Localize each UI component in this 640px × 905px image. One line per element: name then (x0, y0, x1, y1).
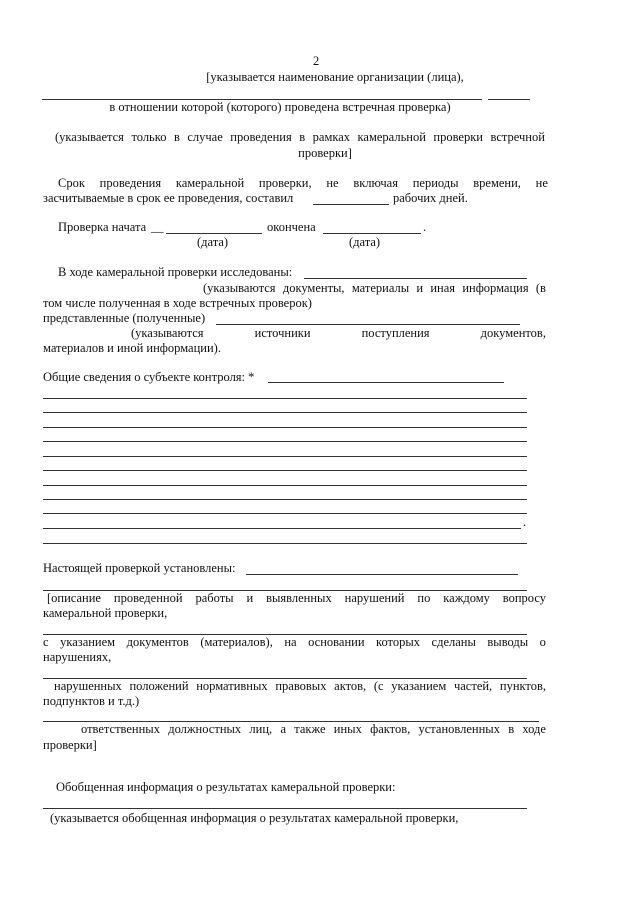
summary-field[interactable] (43, 808, 527, 809)
word: [описание (47, 591, 101, 605)
general-info-blank-line[interactable] (43, 543, 527, 544)
word: (указывается (55, 130, 124, 144)
word: работы (195, 591, 234, 605)
general-info-end: . (523, 515, 527, 529)
word: выводы (487, 635, 529, 649)
word: и (416, 281, 424, 295)
check-start-prefix: __ (151, 220, 164, 234)
investigated-label: В ходе камеральной проверки исследованы: (58, 265, 293, 279)
established-label: Настоящей проверкой установлены: (43, 561, 236, 575)
end-date-caption: (дата) (349, 235, 381, 249)
word: поступления (361, 326, 430, 340)
check-end-suffix: . (423, 220, 427, 234)
word: ходе (522, 722, 546, 736)
word: (материалов), (200, 635, 273, 649)
general-info-blank-line[interactable] (43, 441, 527, 442)
word: проверки, (258, 176, 312, 190)
general-info-blank-line[interactable] (43, 427, 527, 428)
word: с (43, 635, 49, 649)
documents-line-2: нарушениях, (43, 650, 112, 664)
summary-label: Обобщенная информация о результатах камеральной проверки: (56, 780, 396, 794)
general-info-blank-line[interactable] (43, 412, 527, 413)
word: случае (187, 130, 223, 144)
description-line-2: камеральной проверки, (43, 606, 168, 620)
word: рамках (312, 130, 351, 144)
general-info-blank-line[interactable] (43, 513, 527, 514)
general-info-blank-line[interactable] (43, 499, 527, 500)
word: камеральной (175, 176, 245, 190)
word: документов (126, 635, 189, 649)
word: нормативных (196, 679, 268, 693)
word: камеральной (357, 130, 426, 144)
word: положений (129, 679, 189, 693)
norms-line-1 (54, 679, 546, 694)
check-term-line-2b: рабочих дней. (393, 191, 468, 205)
page-number: 2 (313, 54, 320, 68)
word: каждому (443, 591, 490, 605)
word: только (131, 130, 167, 144)
word: основании (308, 635, 365, 649)
word: вопросу (502, 591, 546, 605)
word: не (535, 176, 548, 190)
word: на (284, 635, 297, 649)
word: проведения (230, 130, 292, 144)
word: документов, (480, 326, 546, 340)
word: сделаны (431, 635, 476, 649)
word: лиц, (249, 722, 273, 736)
term-days-field[interactable] (313, 204, 389, 205)
counter-check-note-line-1 (55, 130, 545, 145)
general-info-blank-line[interactable] (43, 485, 527, 486)
word: документы, (282, 281, 345, 295)
word: встречной (490, 130, 545, 144)
norms-line-2: подпунктов и т.д.) (43, 694, 140, 708)
word: указанием (60, 635, 116, 649)
word: пунктов, (499, 679, 546, 693)
word: а (280, 722, 286, 736)
word: установленных (418, 722, 500, 736)
general-info-field[interactable] (268, 382, 504, 383)
counter-check-note-line-2: проверки] (298, 146, 352, 160)
word: и (246, 591, 254, 605)
word: в (173, 130, 180, 144)
word: выявленных (266, 591, 332, 605)
word: проведения (99, 176, 162, 190)
general-info-blank-line[interactable] (43, 398, 527, 399)
general-info-blank-line[interactable] (43, 528, 521, 529)
documents-line-1 (43, 635, 546, 650)
org-caption-1: [указывается наименование организации (лица), (206, 70, 464, 84)
word: нарушений (344, 591, 405, 605)
check-start-date-field[interactable] (166, 233, 262, 234)
org-caption-2: в отношении которой (которого) проведена встречная проверка) (109, 100, 451, 114)
check-end-label: окончена (267, 220, 316, 234)
word: фактов, (370, 722, 411, 736)
word: включая (353, 176, 398, 190)
general-info-blank-line[interactable] (43, 470, 527, 471)
word: материалы (351, 281, 410, 295)
word: периоды (412, 176, 459, 190)
provided-field[interactable] (216, 324, 520, 325)
word: (в (535, 281, 546, 295)
word: нарушенных (54, 679, 122, 693)
word: должностных (168, 722, 242, 736)
word: которых (376, 635, 421, 649)
provided-label: представленные (полученные) (43, 311, 206, 325)
word: информация (462, 281, 529, 295)
word: (указываются (131, 326, 204, 340)
general-info-blank-line[interactable] (43, 456, 527, 457)
word: правовых (275, 679, 327, 693)
responsible-line-2: проверки] (43, 738, 97, 752)
investigated-note-line-2: том числе полученная в ходе встречных проверок) (43, 296, 312, 310)
word: о (539, 635, 546, 649)
sources-note-line-1 (131, 326, 546, 341)
word: по (417, 591, 431, 605)
word: не (326, 176, 339, 190)
summary-note: (указывается обобщенная информация о результатах камеральной проверки, (50, 811, 459, 825)
word: в (299, 130, 306, 144)
word: частей, (453, 679, 493, 693)
word: времени, (473, 176, 521, 190)
description-line-1 (47, 591, 546, 606)
word: иная (430, 281, 456, 295)
check-term-line-1 (58, 176, 548, 191)
check-start-label: Проверка начата (58, 220, 147, 234)
word: иных (333, 722, 362, 736)
responsible-line-1 (81, 722, 546, 737)
check-end-date-field[interactable] (323, 233, 421, 234)
word: Срок (58, 176, 85, 190)
word: (с (373, 679, 384, 693)
word: актов, (334, 679, 367, 693)
word: указанием (391, 679, 447, 693)
word: также (294, 722, 326, 736)
word: (указываются (203, 281, 276, 295)
investigated-field[interactable] (304, 278, 527, 279)
established-field[interactable] (246, 574, 518, 575)
start-date-caption: (дата) (197, 235, 229, 249)
general-info-label: Общие сведения о субъекте контроля: * (43, 370, 255, 384)
investigated-note-line-1 (203, 281, 546, 296)
sources-note-line-2: материалов и иной информации). (43, 341, 221, 355)
check-term-line-2a: засчитываемые в срок ее проведения, составил (43, 191, 294, 205)
word: проведенной (113, 591, 183, 605)
word: источники (254, 326, 311, 340)
word: в (508, 722, 515, 736)
word: ответственных (81, 722, 160, 736)
word: проверки (433, 130, 483, 144)
